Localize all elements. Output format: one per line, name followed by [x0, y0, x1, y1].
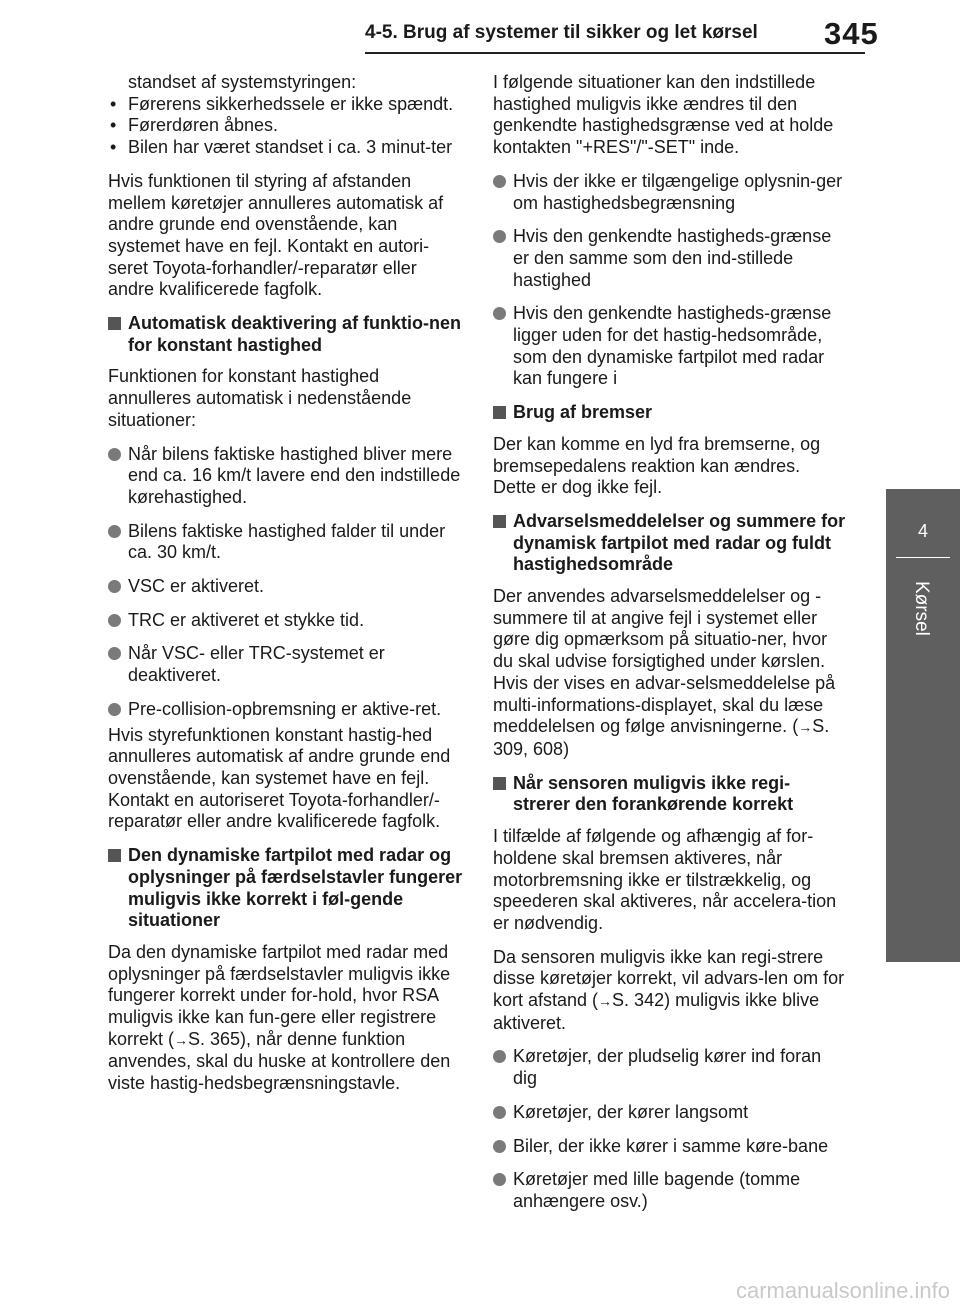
- page-reference[interactable]: S. 309, 608): [493, 716, 830, 759]
- circle-bullet-icon: [108, 448, 121, 461]
- section-title: 4-5. Brug af systemer til sikker og let kørsel: [365, 22, 758, 43]
- list-item: • Førerdøren åbnes.: [110, 115, 279, 136]
- list-item: Køretøjer med lille bagende (tomme anhængere osv.): [493, 1169, 847, 1212]
- chapter-divider: [896, 557, 950, 558]
- circle-bullet-icon: [493, 1106, 506, 1119]
- circle-bullet-icon: [108, 525, 121, 538]
- paragraph: Da den dynamiske fartpilot med radar med oplysninger på færdselstavler muligvis ikke fungerer korrekt under for-hold, hvor RSA muligvis ikke kan fun-gere eller registrere korrekt (→S. 365), når denne funktion anvendes, skal du huske at kontrollere den viste hastig-hedsbegrænsningstavle.: [108, 941, 451, 1094]
- right-column: [493, 72, 847, 1225]
- circle-bullet-icon: [493, 307, 506, 320]
- list-item: Når bilens faktiske hastighed bliver mere end ca. 16 km/t lavere end den indstillede kørehastighed.: [108, 444, 464, 509]
- list-item: VSC er aktiveret.: [108, 576, 464, 598]
- circle-bullet-icon: [493, 175, 506, 188]
- arrow-right-icon: →: [598, 993, 613, 1010]
- paragraph: I følgende situationer kan den indstillede hastighed muligvis ikke ændres til den genkendte hastighedsgrænse ved at holde kontakten "+RES"/"-SET" inde.: [493, 72, 834, 158]
- list-item: Hvis der ikke er tilgængelige oplysnin-ger om hastighedsbegrænsning: [493, 171, 847, 214]
- square-bullet-icon: [108, 317, 121, 330]
- intro-text: standset af systemstyringen:: [128, 72, 357, 92]
- page-reference[interactable]: S. 342): [612, 990, 671, 1011]
- page-header: [0, 0, 960, 60]
- square-bullet-icon: [493, 777, 506, 790]
- paragraph: Hvis styrefunktionen konstant hastig-hed annulleres automatisk af andre grunde end ovenstående, kan systemet have en fejl. Kontakt en autoriseret Toyota-forhandler/-reparatør eller andre kvalificerede fagfolk.: [108, 724, 451, 832]
- chapter-name: Kørsel: [911, 581, 932, 636]
- section-heading: Advarselsmeddelelser og summere for dynamisk fartpilot med radar og fuldt hastighedsområde: [493, 511, 847, 576]
- circle-bullet-icon: [108, 703, 121, 716]
- chapter-tab: [886, 489, 960, 962]
- list-item: TRC er aktiveret et stykke tid.: [108, 610, 464, 632]
- arrow-right-icon: →: [798, 719, 813, 736]
- section-heading: Den dynamiske fartpilot med radar og oplysninger på færdselstavler fungerer muligvis ikke korrekt i føl-gende situationer: [108, 845, 464, 932]
- list-item: • Førerens sikkerhedssele er ikke spændt.: [110, 93, 454, 114]
- header-rule: [365, 52, 865, 54]
- list-item: Køretøjer, der pludselig kører ind foran dig: [493, 1046, 847, 1089]
- circle-bullet-icon: [493, 230, 506, 243]
- page-number: 345: [824, 16, 879, 51]
- list-item: Biler, der ikke kører i samme køre-bane: [493, 1136, 847, 1158]
- square-bullet-icon: [493, 515, 506, 528]
- paragraph: Hvis funktionen til styring af afstanden mellem køretøjer annulleres automatisk af andre grunde end ovenstående, kan systemet have en fejl. Kontakt en autori-seret Toyota-forhandler/-reparatør eller andre kvalificerede fagfolk.: [108, 170, 444, 300]
- circle-bullet-icon: [493, 1140, 506, 1153]
- page-reference[interactable]: S. 365),: [188, 1028, 252, 1049]
- circle-bullet-icon: [108, 647, 121, 660]
- left-column: [108, 72, 464, 1107]
- paragraph: Da sensoren muligvis ikke kan regi-strere disse køretøjer korrekt, vil advars-len om for kort afstand (→S. 342) muligvis ikke blive aktiveret.: [493, 946, 845, 1033]
- square-bullet-icon: [493, 406, 506, 419]
- circle-bullet-icon: [108, 580, 121, 593]
- section-heading: Brug af bremser: [493, 402, 847, 424]
- chapter-number: 4: [917, 521, 928, 541]
- dash-list: [108, 94, 464, 159]
- list-item: Bilens faktiske hastighed falder til under ca. 30 km/t.: [108, 521, 464, 564]
- list-item: Køretøjer, der kører langsomt: [493, 1102, 847, 1124]
- list-item: • Bilen har været standset i ca. 3 minut-ter: [110, 137, 453, 158]
- paragraph: Funktionen for konstant hastighed annulleres automatisk i nedenstående situationer:: [108, 366, 412, 430]
- circle-bullet-icon: [493, 1173, 506, 1186]
- paragraph: Der anvendes advarselsmeddelelser og -summere til at angive fejl i systemet eller gøre dig opmærksom på situatio-ner, hvor du skal udvise forsigtighed under kørslen. Hvis der vises en advar-selsmeddelelse på multi-informations-displayet, skal du læse meddelelsen og følge anvisningerne. (→S. 309, 608): [493, 586, 836, 759]
- paragraph: I tilfælde af følgende og afhængig af for-holdene skal bremsen aktiveres, når motorbremsning ikke er tilstrækkelig, og speederen skal aktiveres, når accelera-tion er nødvendig.: [493, 826, 837, 933]
- list-item: Hvis den genkendte hastigheds-grænse er den samme som den ind-stillede hastighed: [493, 226, 847, 291]
- circle-bullet-icon: [108, 614, 121, 627]
- section-heading: Når sensoren muligvis ikke regi-strerer den forankørende korrekt: [493, 773, 847, 816]
- arrow-right-icon: →: [174, 1031, 189, 1048]
- circle-bullet-icon: [493, 1050, 506, 1063]
- list-item: Når VSC- eller TRC-systemet er deaktiveret.: [108, 643, 464, 686]
- square-bullet-icon: [108, 849, 121, 862]
- section-heading: Automatisk deaktivering af funktio-nen for konstant hastighed: [108, 313, 464, 356]
- list-item: Pre-collision-opbremsning er aktive-ret.: [108, 699, 464, 721]
- paragraph: Der kan komme en lyd fra bremserne, og bremsepedalens reaktion kan ændres. Dette er dog ikke fejl.: [493, 433, 821, 498]
- list-item: Hvis den genkendte hastigheds-grænse ligger uden for det hastig-hedsområde, som den dynamiske fartpilot med radar kan fungere i: [493, 303, 847, 390]
- watermark: carmanualsonline.info: [735, 1278, 950, 1303]
- page-footer: [0, 1278, 960, 1301]
